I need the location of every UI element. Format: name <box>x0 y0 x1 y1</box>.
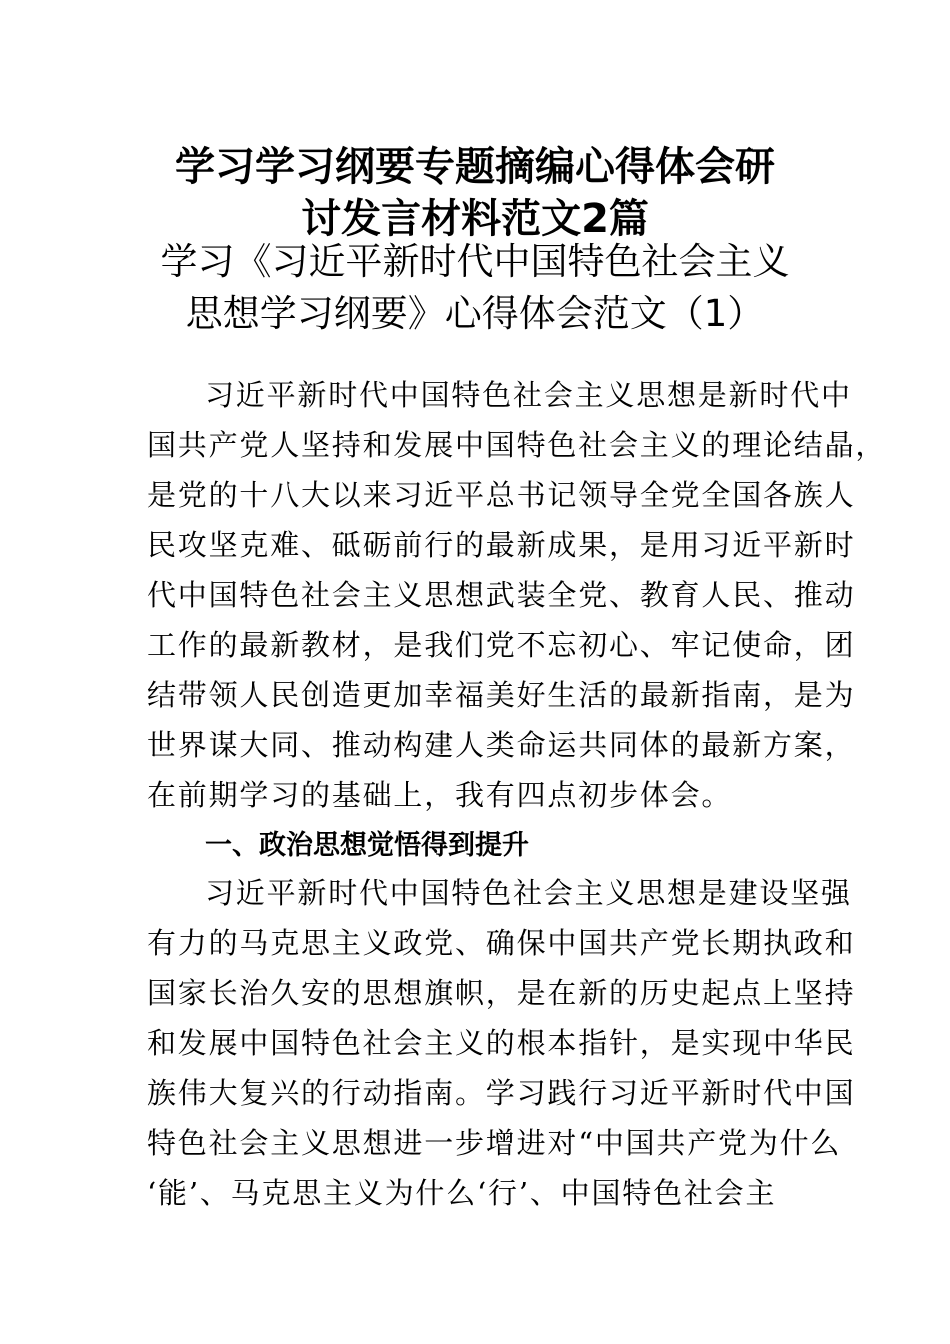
paragraph-line: 民攻坚克难、砥砺前行的最新成果，是用习近平新时 <box>147 528 856 562</box>
paragraph-line: 和发展中国特色社会主义的根本指针，是实现中华民 <box>147 1026 856 1060</box>
paragraph-line: 特色社会主义思想进一步增进对“中国共产党为什么 <box>147 1126 842 1160</box>
section-heading-1: 一、政治思想觉悟得到提升 <box>205 830 529 861</box>
paragraph-line: 代中国特色社会主义思想武装全党、教育人民、推动 <box>147 578 856 612</box>
paragraph-line: 族伟大复兴的行动指南。学习践行习近平新时代中国 <box>147 1076 856 1110</box>
paragraph-line: ‘能’、马克思主义为什么‘行’、中国特色社会主 <box>147 1176 777 1210</box>
paragraph-line: 结带领人民创造更加幸福美好生活的最新指南，是为 <box>147 678 856 712</box>
paragraph-line: 习近平新时代中国特色社会主义思想是新时代中 <box>205 378 852 412</box>
document-title-line-2: 讨发言材料范文2篇 <box>301 196 649 242</box>
document-subtitle-line-2: 思想学习纲要》心得体会范文（1） <box>185 292 765 335</box>
paragraph-line: 有力的马克思主义政党、确保中国共产党长期执政和 <box>147 926 856 960</box>
paragraph-line: 国家长治久安的思想旗帜，是在新的历史起点上坚持 <box>147 976 856 1010</box>
paragraph-line: 习近平新时代中国特色社会主义思想是建设坚强 <box>205 876 852 910</box>
document-title-line-1: 学习学习纲要专题摘编心得体会研 <box>175 144 775 190</box>
document-subtitle-line-1: 学习《习近平新时代中国特色社会主义 <box>160 240 790 283</box>
paragraph-line: 世界谋大同、推动构建人类命运共同体的最新方案， <box>147 728 856 762</box>
paragraph-line: 国共产党人坚持和发展中国特色社会主义的理论结晶， <box>147 428 887 462</box>
paragraph-line: 在前期学习的基础上，我有四点初步体会。 <box>147 778 733 812</box>
paragraph-line: 是党的十八大以来习近平总书记领导全党全国各族人 <box>147 478 856 512</box>
paragraph-line: 工作的最新教材，是我们党不忘初心、牢记使命，团 <box>147 628 856 662</box>
